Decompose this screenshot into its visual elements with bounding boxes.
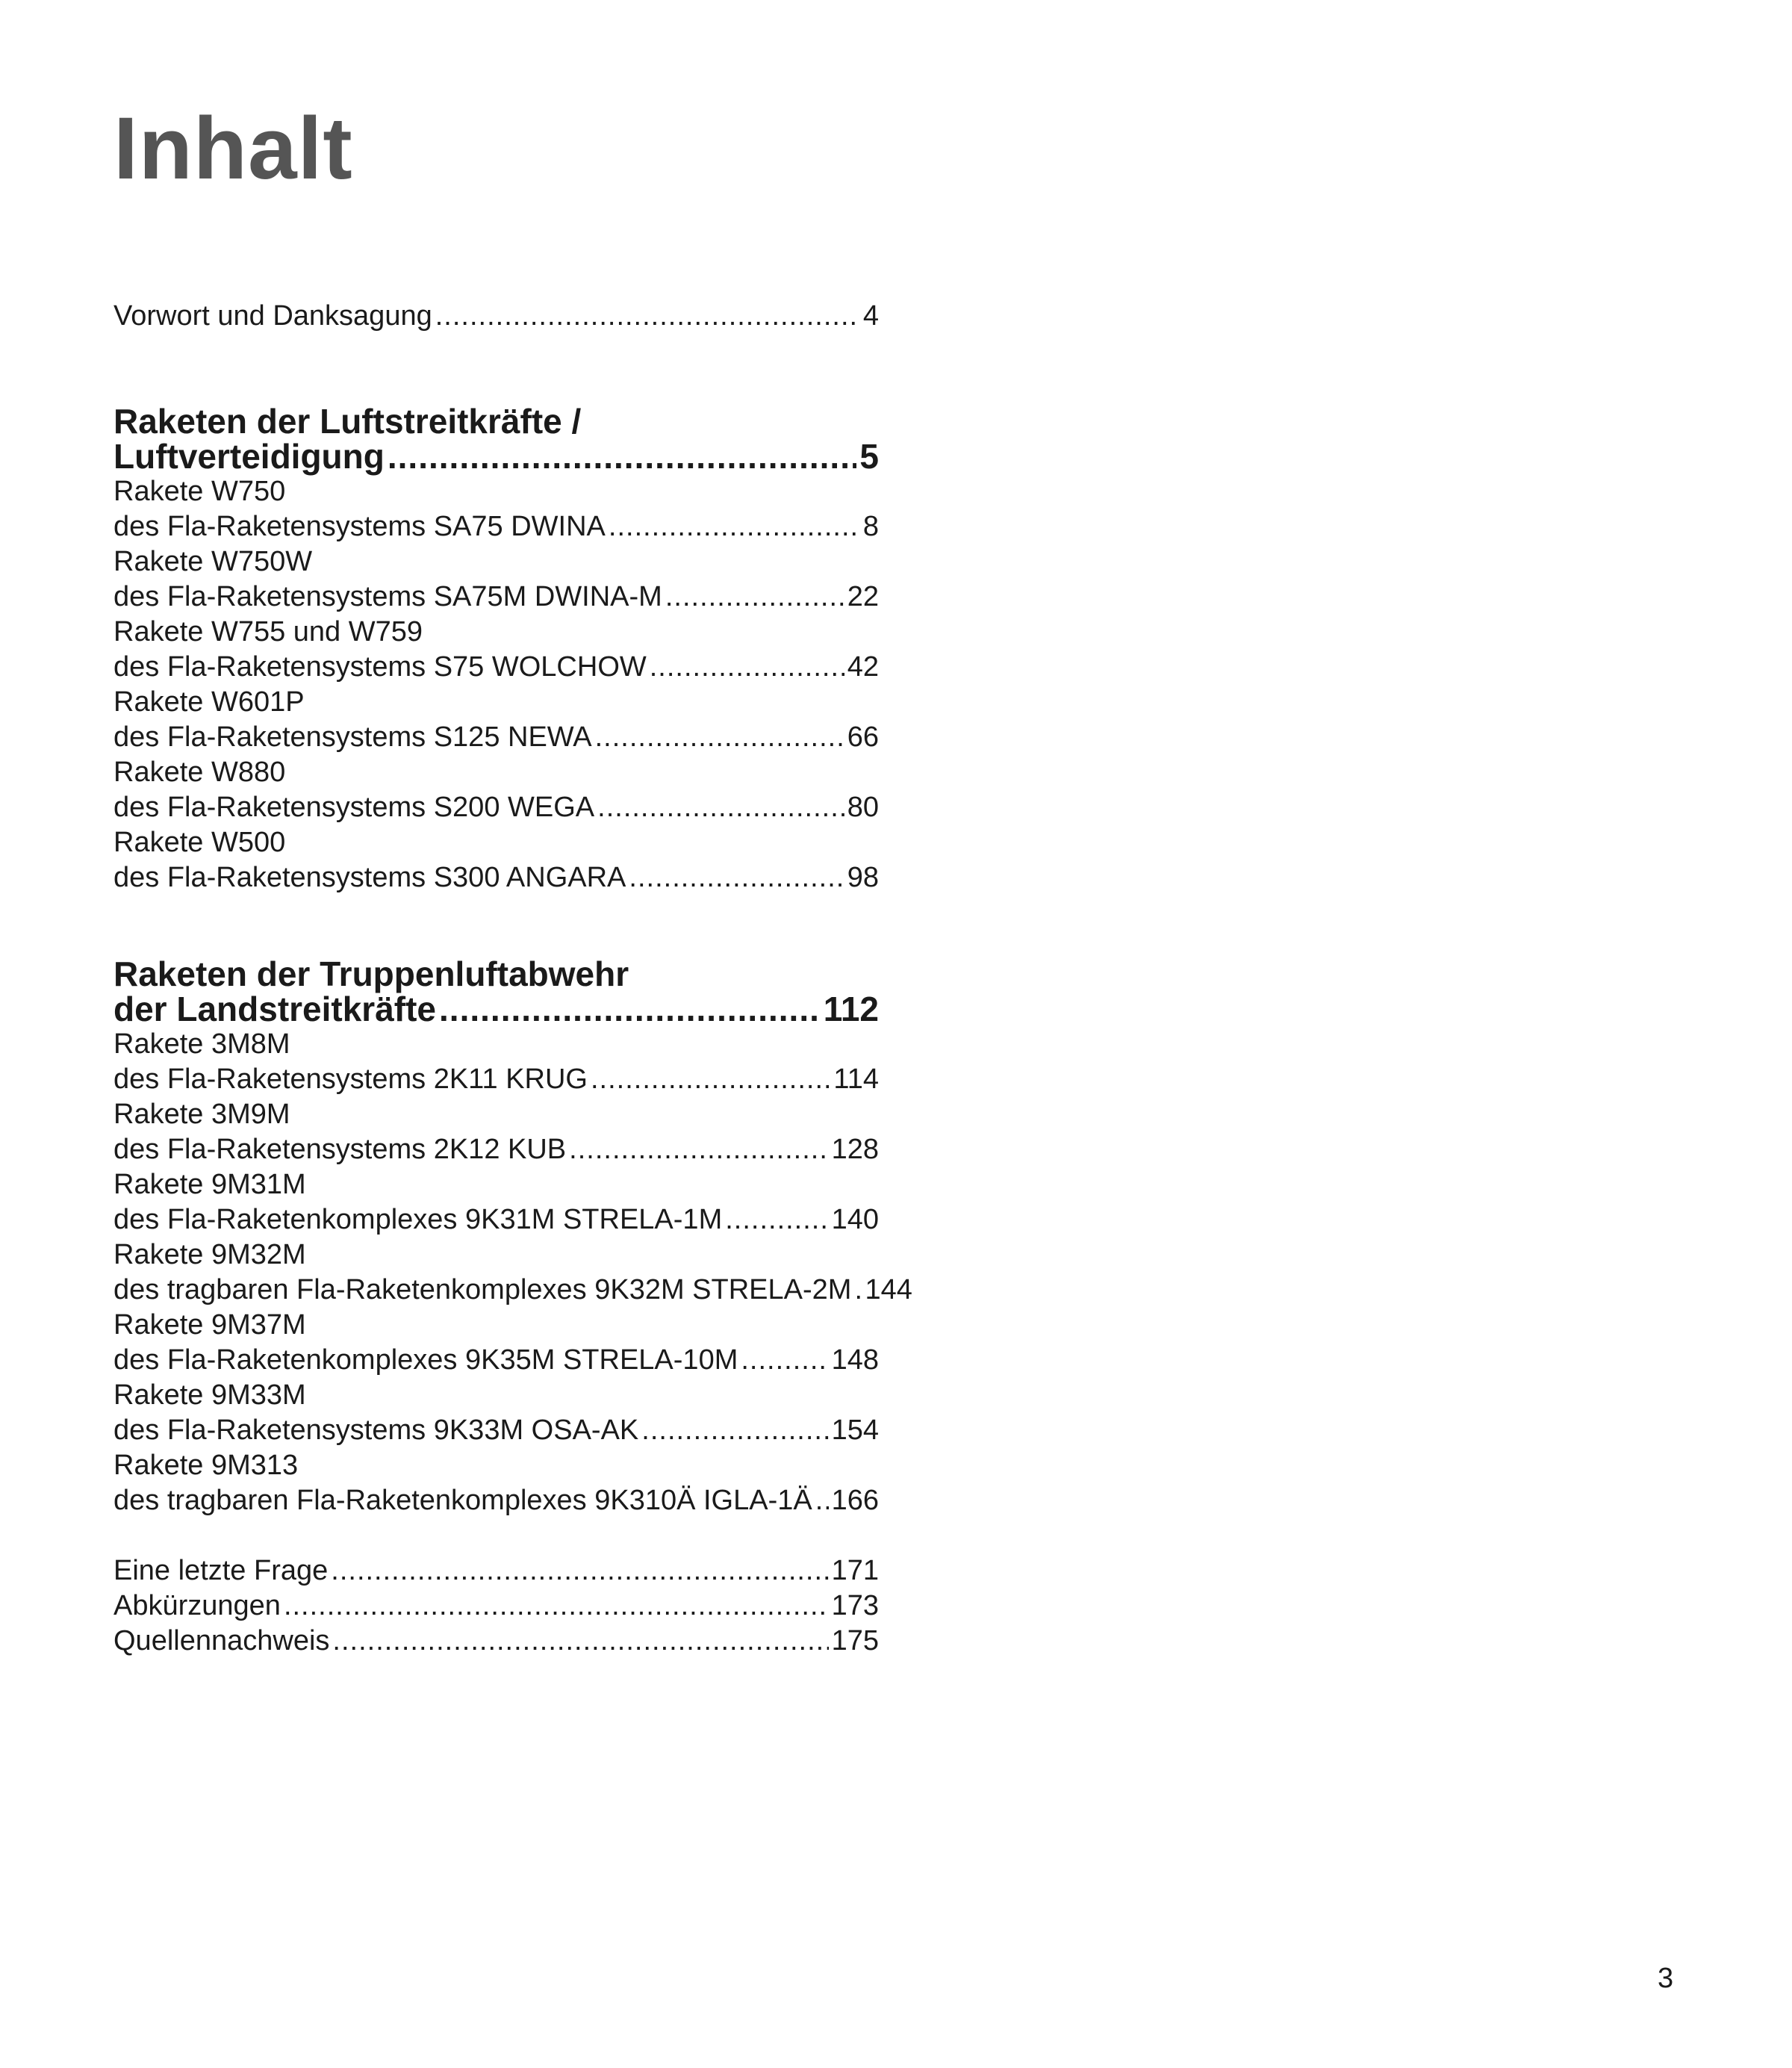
toc-entry[interactable] <box>113 825 879 895</box>
toc-entry-line2: des Fla-Raketenkomplexes 9K31M STRELA-1M <box>113 1204 723 1235</box>
toc-entry[interactable] <box>113 1097 879 1167</box>
toc-entry[interactable] <box>113 544 879 615</box>
toc-entry-page: 175 <box>831 1625 879 1656</box>
toc-entry-line1: Rakete 3M9M <box>113 1099 290 1130</box>
toc-entry-page: 42 <box>847 651 879 683</box>
dot-leader <box>597 790 844 825</box>
dot-leader <box>595 720 844 755</box>
section-heading-line1: Raketen der Luftstreitkräfte / <box>113 402 582 441</box>
toc-entry-page: 171 <box>831 1555 879 1586</box>
section-entries <box>113 474 879 895</box>
dot-leader <box>609 509 860 544</box>
toc-entry-line2: des Fla-Raketensystems SA75M DWINA-M <box>113 581 662 612</box>
toc-entry-line2: des Fla-Raketensystems S200 WEGA <box>113 792 595 823</box>
toc-entry-page: 173 <box>831 1590 879 1621</box>
toc-entry-line2: des Fla-Raketensystems 2K11 KRUG <box>113 1064 588 1095</box>
toc-entry[interactable] <box>113 615 879 685</box>
toc-entry[interactable] <box>113 1167 879 1238</box>
toc-entry-line1: Rakete 9M31M <box>113 1169 306 1200</box>
toc-entry-page: 166 <box>831 1485 879 1516</box>
toc-entry-line1: Rakete W500 <box>113 827 286 858</box>
toc-entry-page: 66 <box>847 721 879 753</box>
section-page: 5 <box>859 437 879 476</box>
toc-entry-line2: des Fla-Raketensystems S75 WOLCHOW <box>113 651 647 683</box>
toc-entry-line1: Rakete W755 und W759 <box>113 616 423 648</box>
toc-entry[interactable] <box>113 755 879 825</box>
toc-section-luftstreitkraefte <box>113 404 879 895</box>
toc-entry-page: 140 <box>831 1204 879 1235</box>
toc-entry-text: Vorwort und Danksagung <box>113 300 432 332</box>
table-of-contents <box>113 299 912 1659</box>
toc-entry-line1: Rakete 9M313 <box>113 1450 299 1481</box>
toc-entry[interactable] <box>113 1378 879 1448</box>
toc-entry[interactable] <box>113 685 879 755</box>
toc-entry[interactable] <box>113 1027 879 1097</box>
toc-entry-page: 4 <box>862 300 879 332</box>
dot-leader <box>569 1132 828 1167</box>
section-page: 112 <box>823 990 879 1028</box>
section-heading-text: Luftverteidigung <box>113 437 385 476</box>
toc-entry-quellennachweis[interactable] <box>113 1624 879 1659</box>
dot-leader <box>629 860 844 895</box>
toc-entry-line2: des Fla-Raketensystems 9K33M OSA-AK <box>113 1415 639 1446</box>
toc-entry-page: 22 <box>847 581 879 612</box>
dot-leader <box>650 650 844 685</box>
dot-leader <box>388 439 857 474</box>
dot-leader <box>284 1589 829 1624</box>
toc-entry-line2: des Fla-Raketenkomplexes 9K35M STRELA-10M <box>113 1344 738 1376</box>
toc-entry-text: Eine letzte Frage <box>113 1555 329 1586</box>
dot-leader <box>331 1553 828 1589</box>
toc-entry-line1: Rakete W750 <box>113 476 286 507</box>
toc-entry-line2: des tragbaren Fla-Raketenkomplexes 9K32M STRELA-2M <box>113 1274 852 1305</box>
toc-entry-line1: Rakete 3M8M <box>113 1028 290 1060</box>
section-heading-line1: Raketen der Truppenluftabwehr <box>113 954 629 993</box>
toc-entry-page: 98 <box>847 862 879 893</box>
section-heading-line2[interactable] <box>113 439 879 474</box>
toc-entry-abkuerzungen[interactable] <box>113 1589 879 1624</box>
toc-entry[interactable] <box>113 1448 879 1518</box>
dot-leader <box>435 299 860 334</box>
toc-entry-page: 154 <box>831 1415 879 1446</box>
toc-entry-page: 8 <box>862 511 879 542</box>
toc-entry-line1: Rakete 9M32M <box>113 1239 306 1270</box>
page-number: 3 <box>1658 1963 1674 1994</box>
toc-entry-line1: Rakete W880 <box>113 757 286 788</box>
toc-entry-line1: Rakete W750W <box>113 546 313 577</box>
dot-leader <box>741 1343 828 1378</box>
toc-entry-page: 80 <box>847 792 879 823</box>
dot-leader <box>591 1062 830 1097</box>
toc-entry-line2: des tragbaren Fla-Raketenkomplexes 9K310Ä IGLA-1Ä <box>113 1485 812 1516</box>
toc-entry-page: 148 <box>831 1344 879 1376</box>
toc-entry-text: Quellennachweis <box>113 1625 330 1656</box>
toc-entry-letzte-frage[interactable] <box>113 1553 879 1589</box>
toc-entry-page: 144 <box>865 1274 912 1305</box>
toc-entry-line2: des Fla-Raketensystems SA75 DWINA <box>113 511 606 542</box>
toc-entry-text: Abkürzungen <box>113 1590 281 1621</box>
dot-leader <box>665 580 844 615</box>
toc-entry-line2: des Fla-Raketensystems S125 NEWA <box>113 721 592 753</box>
dot-leader <box>439 992 821 1027</box>
section-heading-line2[interactable] <box>113 992 879 1027</box>
toc-entry-line1: Rakete W601P <box>113 686 305 718</box>
dot-leader <box>815 1483 829 1518</box>
dot-leader <box>854 1273 862 1308</box>
dot-leader <box>641 1413 828 1448</box>
toc-entry-line1: Rakete 9M37M <box>113 1309 306 1341</box>
toc-entry-page: 128 <box>831 1134 879 1165</box>
toc-entry-page: 114 <box>833 1064 879 1095</box>
toc-entry[interactable] <box>113 1308 879 1378</box>
toc-entry-preface[interactable] <box>113 299 879 334</box>
toc-section-landstreitkraefte <box>113 954 912 1518</box>
toc-entry[interactable] <box>113 1238 912 1308</box>
toc-entry-line2: des Fla-Raketensystems S300 ANGARA <box>113 862 626 893</box>
page-title: Inhalt <box>113 99 353 198</box>
section-entries <box>113 1027 912 1518</box>
dot-leader <box>725 1202 828 1238</box>
section-heading-text: der Landstreitkräfte <box>113 990 437 1028</box>
toc-entry[interactable] <box>113 474 879 544</box>
toc-entry-line2: des Fla-Raketensystems 2K12 KUB <box>113 1134 567 1165</box>
toc-appendix <box>113 1553 879 1659</box>
dot-leader <box>332 1624 828 1659</box>
toc-entry-line1: Rakete 9M33M <box>113 1379 306 1411</box>
